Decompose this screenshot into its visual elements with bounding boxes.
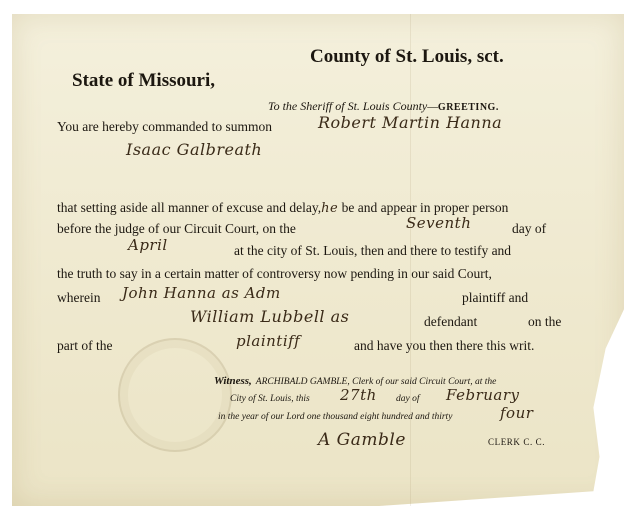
clerk-signature: A Gamble <box>318 430 406 450</box>
handwritten-witness-month: February <box>446 386 520 404</box>
handwritten-he: he <box>321 201 339 216</box>
body-line-8b: defendant <box>424 314 478 329</box>
body-line-1: You are hereby commanded to summon <box>57 119 272 134</box>
witness-clause-1: ARCHIBALD GAMBLE, Clerk of our said Circuit Court, at the <box>255 377 497 387</box>
body-line-3b: be and appear in proper person <box>341 200 509 215</box>
body-line-4b: day of <box>512 221 547 236</box>
handwritten-month: April <box>128 236 168 254</box>
witness-clause-2a: City of St. Louis, this <box>230 394 310 404</box>
sheriff-text: To the Sheriff of St. Louis County— <box>268 99 438 113</box>
body-line-6: the truth to say in a certain matter of controversy now pending in our said Court, <box>57 266 492 281</box>
handwritten-party: plaintiff <box>236 332 301 350</box>
handwritten-witness-day: 27th <box>340 386 377 404</box>
body-line-8c: on the <box>528 314 562 329</box>
body-line-7: wherein <box>57 290 101 305</box>
paper-fold <box>410 14 411 506</box>
body-line-9: part of the <box>57 338 113 353</box>
state-heading: State of Missouri, <box>72 70 216 91</box>
body-line-7b: plaintiff and <box>462 290 529 305</box>
sheriff-line <box>268 99 499 114</box>
witness-clause-3: in the year of our Lord one thousand eight hundred and thirty <box>218 412 453 422</box>
body-line-4: before the judge of our Circuit Court, on the <box>57 221 296 236</box>
witness-label: Witness, <box>214 375 252 387</box>
body-line-9b: and have you then there this writ. <box>354 338 535 353</box>
handwritten-year: four <box>500 404 534 422</box>
greeting-text: GREETING. <box>437 102 499 113</box>
body-line-3a: that setting aside all manner of excuse and delay, <box>57 200 322 215</box>
handwritten-name-2: Isaac Galbreath <box>126 140 263 159</box>
clerk-title: CLERK C. C. <box>488 437 546 447</box>
handwritten-day: Seventh <box>406 214 472 232</box>
county-heading: County of St. Louis, sct. <box>310 46 504 67</box>
body-line-5: at the city of St. Louis, then and there to testify and <box>234 243 512 258</box>
handwritten-name-1: Robert Martin Hanna <box>318 113 503 132</box>
embossed-seal <box>118 338 232 452</box>
handwritten-plaintiff: John Hanna as Adm <box>122 284 281 302</box>
handwritten-defendant: William Lubbell as <box>190 307 350 326</box>
witness-clause-2b: day of <box>396 394 420 404</box>
